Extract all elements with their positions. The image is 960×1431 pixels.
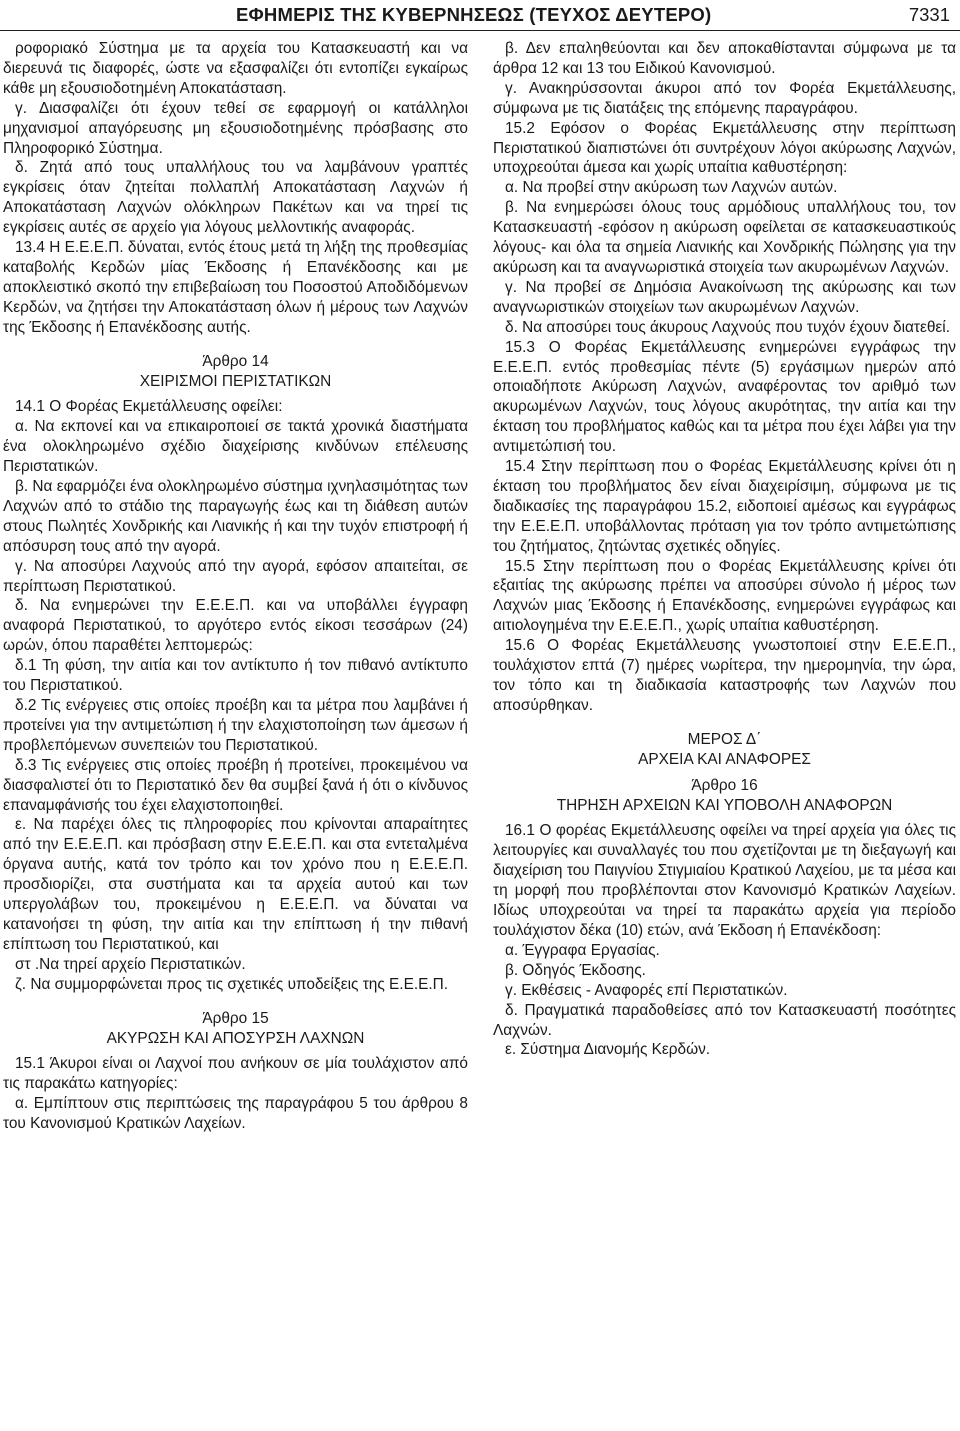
- paragraph: γ. Διασφαλίζει ότι έχουν τεθεί σε εφαρμογή οι κατάλληλοι μηχανισμοί απαγόρευσης μη εξουσιοδοτημένης πρόσβασης στο Πληροφορικό Σύστημα.: [3, 99, 468, 157]
- paragraph: δ. Ζητά από τους υπαλλήλους του να λαμβάνουν γραπτές εγκρίσεις όταν ζητείται πολλαπλή Αποκατάσταση Λαχνών ή Αποκατάσταση Λαχνών ολόκληρων Πακέτων και να τηρεί τις εγκρίσεις αυτές σε αρχείο για λόγους μελλοντικής αναφοράς.: [3, 159, 468, 237]
- paragraph: δ.2 Τις ενέργειες στις οποίες προέβη και τα μέτρα που λαμβάνει ή προτείνει για την αντιμετώπιση ή την ελαχιστοποίηση των άμεσων ή προβλεπόμενων συνεπειών του Περιστατικού.: [3, 697, 468, 754]
- left-column: [3, 39, 468, 1134]
- article-15-title: ΑΚΥΡΩΣΗ ΚΑΙ ΑΠΟΣΥΡΣΗ ΛΑΧΝΩΝ: [106, 1029, 365, 1047]
- paragraph: ζ. Να συμμορφώνεται προς τις σχετικές υποδείξεις της Ε.Ε.Ε.Π.: [15, 975, 449, 993]
- paragraph: δ.1 Τη φύση, την αιτία και τον αντίκτυπο ή τον πιθανό αντίκτυπο του Περιστατικού.: [3, 657, 468, 695]
- paragraph: γ. Να αποσύρει Λαχνούς από την αγορά, εφόσον απαιτείται, σε περίπτωση Περιστατικού.: [3, 557, 468, 595]
- paragraph: α. Εμπίπτουν στις περιπτώσεις της παραγράφου 5 του άρθρου 8 του Κανονισμού Κρατικών Λαχείων.: [3, 1095, 468, 1133]
- right-column: [493, 39, 956, 1060]
- article-14-number: Άρθρο 14: [202, 352, 269, 370]
- list-item: α. Έγγραφα Εργασίας.: [505, 941, 660, 959]
- paragraph: β. Να εφαρμόζει ένα ολοκληρωμένο σύστημα ιχνηλασιμότητας των Λαχνών από το στάδιο της παραγωγής έως και τη διάθεση αυτών στους Πωλητές Χονδρικής και Λιανικής ή και την τυχόν επιστροφή ή απόσυρση τους από την αγορά.: [3, 478, 468, 555]
- paragraph: 15.2 Εφόσον ο Φορέας Εκμετάλλευσης στην περίπτωση Περιστατικού διαπιστώνει ότι συντρέχουν λόγοι ακύρωσης Λαχνών, υποχρεούται άμεσα και χωρίς υπαίτια καθυστέρηση:: [493, 119, 956, 177]
- paragraph: 14.1 Ο Φορέας Εκμετάλλευσης οφείλει:: [15, 398, 283, 416]
- paragraph: 16.1 Ο φορέας Εκμετάλλευσης οφείλει να τηρεί αρχεία για όλες τις λειτουργίες και συναλλαγές του που σχετίζονται με τη διεξαγωγή και διαχείριση του Παιγνίου Στιγμιαίου Κρατικού Λαχείου, με τα μέσα και τη μορφή που προβλέπονται στον Κανονισμό Κρατικών Λαχείων. Ιδίως υποχρεούται να τηρεί τα παρακάτω αρχεία για περίοδο τουλάχιστον δέκα (10) ετών, ανά Έκδοση ή Επανέκδοση:: [493, 822, 956, 939]
- paragraph: 15.1 Άκυροι είναι οι Λαχνοί που ανήκουν σε μία τουλάχιστον από τις παρακάτω κατηγορίες:: [3, 1055, 468, 1093]
- list-item: γ. Εκθέσεις - Αναφορές επί Περιστατικών.: [505, 981, 788, 999]
- article-16-title: ΤΗΡΗΣΗ ΑΡΧΕΙΩΝ ΚΑΙ ΥΠΟΒΟΛΗ ΑΝΑΦΟΡΩΝ: [556, 796, 893, 814]
- paragraph: δ. Να ενημερώνει την Ε.Ε.Ε.Π. και να υποβάλλει έγγραφη αναφορά Περιστατικού, το αργότερο εντός είκοσι τεσσάρων (24) ωρών, όπου παραθέτει λεπτομερώς:: [3, 597, 468, 655]
- paragraph: 15.3 Ο Φορέας Εκμετάλλευσης ενημερώνει εγγράφως την Ε.Ε.Ε.Π. εντός προθεσμίας πέντε (5) εργάσιμων ημερών από οποιαδήποτε Ακύρωση Λαχνών, αναφέροντας τον αριθμό των ακυρωμένων Λαχνών, τους λόγους ακυρότητας, την αιτία και την έκταση του προβλήματος καθώς και τα μέτρα που έχει λάβει για την αντιμετώπισή του.: [493, 338, 956, 456]
- paragraph: ε. Να παρέχει όλες τις πληροφορίες που κρίνονται απαραίτητες από την Ε.Ε.Ε.Π. και πρόσβαση στην Ε.Ε.Ε.Π. και στα εντεταλμένα όργανα αυτής, κατά τον τρόπο και τον χρόνο που η Ε.Ε.Ε.Π. προσδιορίζει, στα συστήματα και τα αρχεία αυτού και των υπεργολάβων του, προκειμένου η Ε.Ε.Ε.Π. να δύναται να κατανοήσει τη φύση, την αιτία και την επίπτωση ή την πιθανή επίπτωση του Περιστατικού, και: [3, 816, 468, 953]
- list-item: δ. Πραγματικά παραδοθείσες από τον Κατασκευαστή ποσότητες Λαχνών.: [493, 1001, 956, 1039]
- list-item: ε. Σύστημα Διανομής Κερδών.: [505, 1041, 711, 1059]
- paragraph: ροφοριακό Σύστημα με τα αρχεία του Κατασκευαστή και να διερευνά τις διαφορές, ώστε να εξασφαλίζει ότι εντοπίζει εγκαίρως κάθε μη εξουσιοδοτημένη Αποκατάσταση.: [3, 40, 468, 97]
- paragraph: 15.5 Στην περίπτωση που ο Φορέας Εκμετάλλευσης κρίνει ότι εξαιτίας της ακύρωσης πρέπει να αποσύρει σύνολο ή μέρος των Λαχνών μιας Έκδοσης ή Επανέκδοσης, ενημερώνει εγγράφως και αιτιολογημένα την Ε.Ε.Ε.Π., χωρίς υπαίτια καθυστέρηση.: [493, 557, 956, 635]
- paragraph: δ. Να αποσύρει τους άκυρους Λαχνούς που τυχόν έχουν διατεθεί.: [505, 318, 950, 336]
- page-header: [0, 0, 960, 36]
- paragraph: γ. Ανακηρύσσονται άκυροι από τον Φορέα Εκμετάλλευσης, σύμφωνα με τις διατάξεις της επόμενης παραγράφου.: [493, 79, 956, 117]
- paragraph: α. Να προβεί στην ακύρωση των Λαχνών αυτών.: [505, 179, 838, 197]
- page-number: 7331: [908, 4, 950, 25]
- paragraph: γ. Να προβεί σε Δημόσια Ανακοίνωση της ακύρωσης και των αναγνωριστικών στοιχείων των ακυρωμένων Λαχνών.: [493, 278, 956, 316]
- list-item: β. Οδηγός Έκδοσης.: [505, 961, 646, 979]
- article-16-number: Άρθρο 16: [691, 776, 758, 794]
- paragraph: β. Να ενημερώσει όλους τους αρμόδιους υπαλλήλους του, τον Κατασκευαστή -εφόσον η ακύρωση οφείλεται σε κατασκευαστικούς λόγους- και όλα τα σημεία Λιανικής και Χονδρικής Πώλησης για την ακύρωση και τα αναγνωριστικά στοιχεία των ακυρωμένων Λαχνών.: [493, 199, 956, 276]
- article-14-title: ΧΕΙΡΙΣΜΟΙ ΠΕΡΙΣΤΑΤΙΚΩΝ: [139, 372, 332, 390]
- paragraph: 15.4 Στην περίπτωση που ο Φορέας Εκμετάλλευσης κρίνει ότι η έκταση του προβλήματος δεν είναι διαχειρίσιμη, σύμφωνα με τις διαδικασίες της παραγράφου 15.2, ειδοποιεί αμέσως και εγγράφως την Ε.Ε.Ε.Π. υποβάλλοντας πρόταση για τον τρόπο αντιμετώπισης του ζητήματος, ζητώντας σχετικές οδηγίες.: [493, 458, 956, 555]
- paragraph: β. Δεν επαληθεύονται και δεν αποκαθίστανται σύμφωνα με τα άρθρα 12 και 13 του Ειδικού Κανονισμού.: [493, 40, 956, 77]
- part-number: ΜΕΡΟΣ Δ΄: [687, 730, 762, 748]
- article-15-number: Άρθρο 15: [202, 1009, 269, 1027]
- header-rule: [0, 30, 960, 31]
- paragraph: στ .Να τηρεί αρχείο Περιστατικών.: [15, 955, 246, 973]
- paragraph: δ.3 Τις ενέργειες στις οποίες προέβη ή προτείνει, προκειμένου να διασφαλιστεί ότι το Περιστατικό δεν θα συμβεί ξανά ή ότι ο κίνδυνος επαναμφάνισής του έχει ελαχιστοποιηθεί.: [3, 756, 468, 814]
- paragraph: 13.4 Η Ε.Ε.Ε.Π. δύναται, εντός έτους μετά τη λήξη της προθεσμίας καταβολής Κερδών μίας Έκδοσης ή Επανέκδοσης και με αποκλειστικό σκοπό την επιβεβαίωση του Ποσοστού Αποδιδόμενων Κερδών, να ζητήσει την Αποκατάσταση όλων ή μέρους των Λαχνών της Έκδοσης ή Επανέκδοσης αυτής.: [3, 239, 468, 336]
- paragraph: 15.6 Ο Φορέας Εκμετάλλευσης γνωστοποιεί στην Ε.Ε.Ε.Π., τουλάχιστον επτά (7) ημέρες νωρίτερα, την ημερομηνία, την ώρα, τον τόπο και τη διαδικασία καταστροφής των Λαχνών που αποσύρθηκαν.: [493, 637, 956, 714]
- gazette-title: ΕΦΗΜΕΡΙΣ ΤΗΣ ΚΥΒΕΡΝΗΣΕΩΣ (ΤΕΥΧΟΣ ΔΕΥΤΕΡΟ): [236, 4, 712, 25]
- part-title: ΑΡΧΕΙΑ ΚΑΙ ΑΝΑΦΟΡΕΣ: [638, 750, 811, 768]
- paragraph: α. Να εκπονεί και να επικαιροποιεί σε τακτά χρονικά διαστήματα ένα ολοκληρωμένο σχέδιο διαχείρισης κινδύνων επέλευσης Περιστατικών.: [3, 418, 468, 476]
